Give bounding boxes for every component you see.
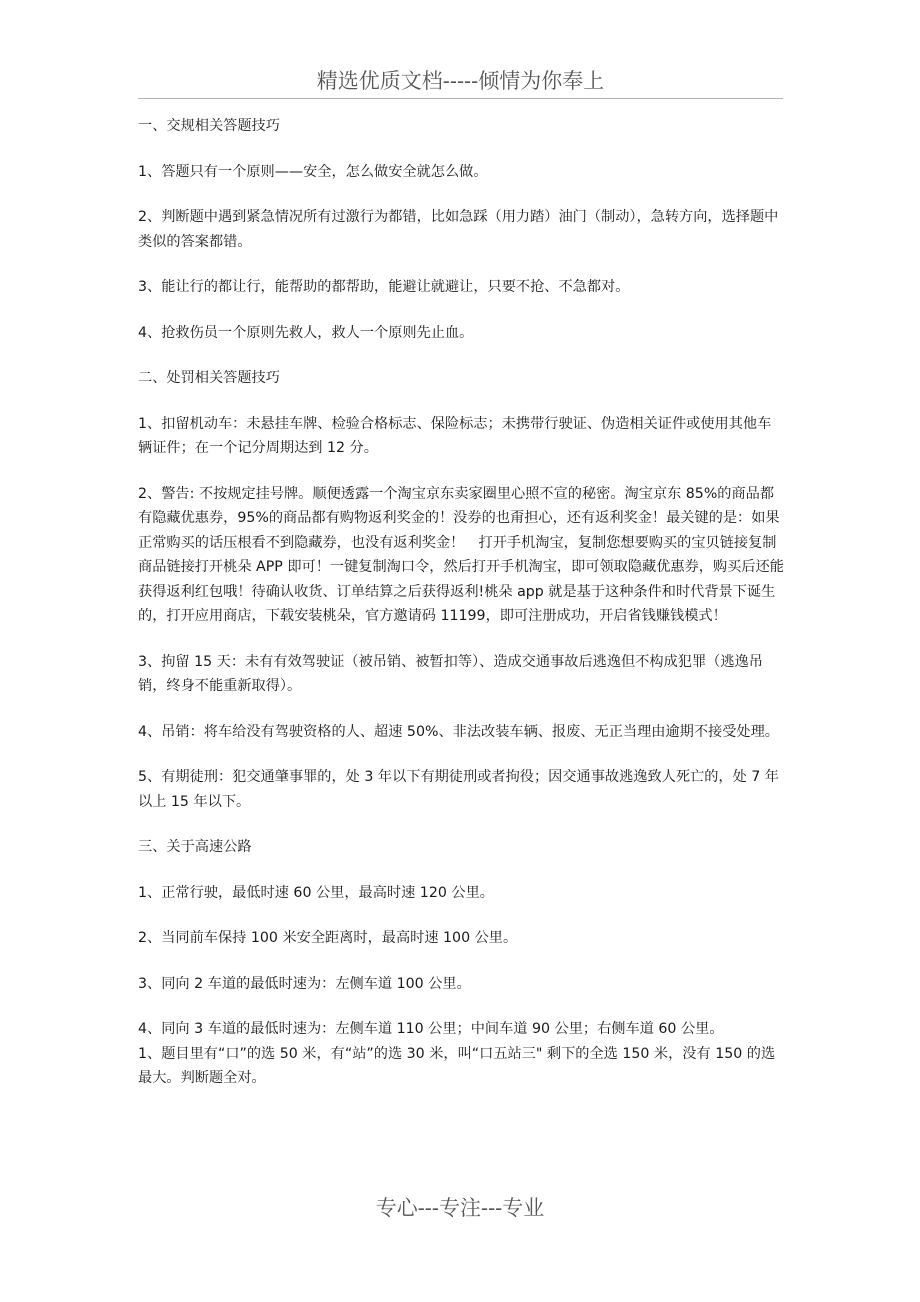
- paragraph: 2、警告: 不按规定挂号牌。顺便透露一个淘宝京东卖家圈里心照不宣的秘密。淘宝京东 85%的商品都有隐藏优惠券，95%的商品都有购物返利奖金的！没券的也甭担心，还有返利奖金！最关键的是：如果正常购买的话压根看不到隐藏券，也没有返利奖金！ 打开手机淘宝，复制您想要购买的宝贝链接复制商品链接打开桃朵 APP 即可！一键复制淘口令，然后打开手机淘宝，即可领取隐藏优惠券，购买后还能获得返利红包哦！待确认收货、订单结算之后获得返利!桃朵 app 就是基于这种条件和时代背景下诞生的，打开应用商店，下载安装桃朵，官方邀请码 11199，即可注册成功，开启省钱赚钱模式！: [138, 485, 784, 624]
- section-heading: 三、关于高速公路: [138, 839, 252, 855]
- paragraph: 1、题目里有“口”的选 50 米，有“站”的选 30 米，叫“口五站三" 剩下的全选 150 米，没有 150 的选最大。判断题全对。: [138, 1045, 776, 1086]
- paragraph: 4、同向 3 车道的最低时速为：左侧车道 110 公里；中间车道 90 公里；右侧车道 60 公里。: [138, 1021, 724, 1037]
- header-title: 精选优质文档-----倾情为你奉上: [316, 69, 605, 93]
- paragraph: 4、吊销：将车给没有驾驶资格的人、超速 50%、非法改装车辆、报废、无正当理由逾期不接受处理。: [138, 723, 779, 740]
- paragraph: 1、正常行驶，最低时速 60 公里，最高时速 120 公里。: [138, 884, 494, 901]
- paragraph: 2、当同前车保持 100 米安全距离时，最高时速 100 公里。: [138, 930, 518, 946]
- section-heading: 一、交规相关答题技巧: [138, 118, 280, 134]
- paragraph: 3、拘留 15 天：未有有效驾驶证（被吊销、被暂扣等）、造成交通事故后逃逸但不构成犯罪（逃逸吊销，终身不能重新取得）。: [138, 653, 763, 694]
- paragraph: 2、判断题中遇到紧急情况所有过激行为都错，比如急踩（用力踏）油门（制动），急转方向，选择题中类似的答案都错。: [138, 209, 779, 250]
- paragraph: 4、抢救伤员一个原则先救人，救人一个原则先止血。: [138, 324, 474, 341]
- paragraph: 3、同向 2 车道的最低时速为：左侧车道 100 公里。: [138, 975, 471, 992]
- page-footer: [0, 1193, 920, 1223]
- paragraph: 5、有期徒刑：犯交通肇事罪的，处 3 年以下有期徒刑或者拘役；因交通事故逃逸致人死亡的，处 7 年以上 15 年以下。: [138, 769, 779, 810]
- section-heading: 二、处罚相关答题技巧: [138, 370, 280, 386]
- footer-text: 专心---专注---专业: [375, 1196, 545, 1220]
- paragraph: 1、扣留机动车：未悬挂车牌、检验合格标志、保险标志；未携带行驶证、伪造相关证件或使用其他车辆证件；在一个记分周期达到 12 分。: [138, 415, 772, 456]
- page-header: [138, 66, 783, 99]
- paragraph: 3、能让行的都让行，能帮助的都帮助，能避让就避让，只要不抢、不急都对。: [138, 279, 630, 295]
- document-body: [138, 114, 784, 1112]
- paragraph: 1、答题只有一个原则——安全，怎么做安全就怎么做。: [138, 163, 488, 180]
